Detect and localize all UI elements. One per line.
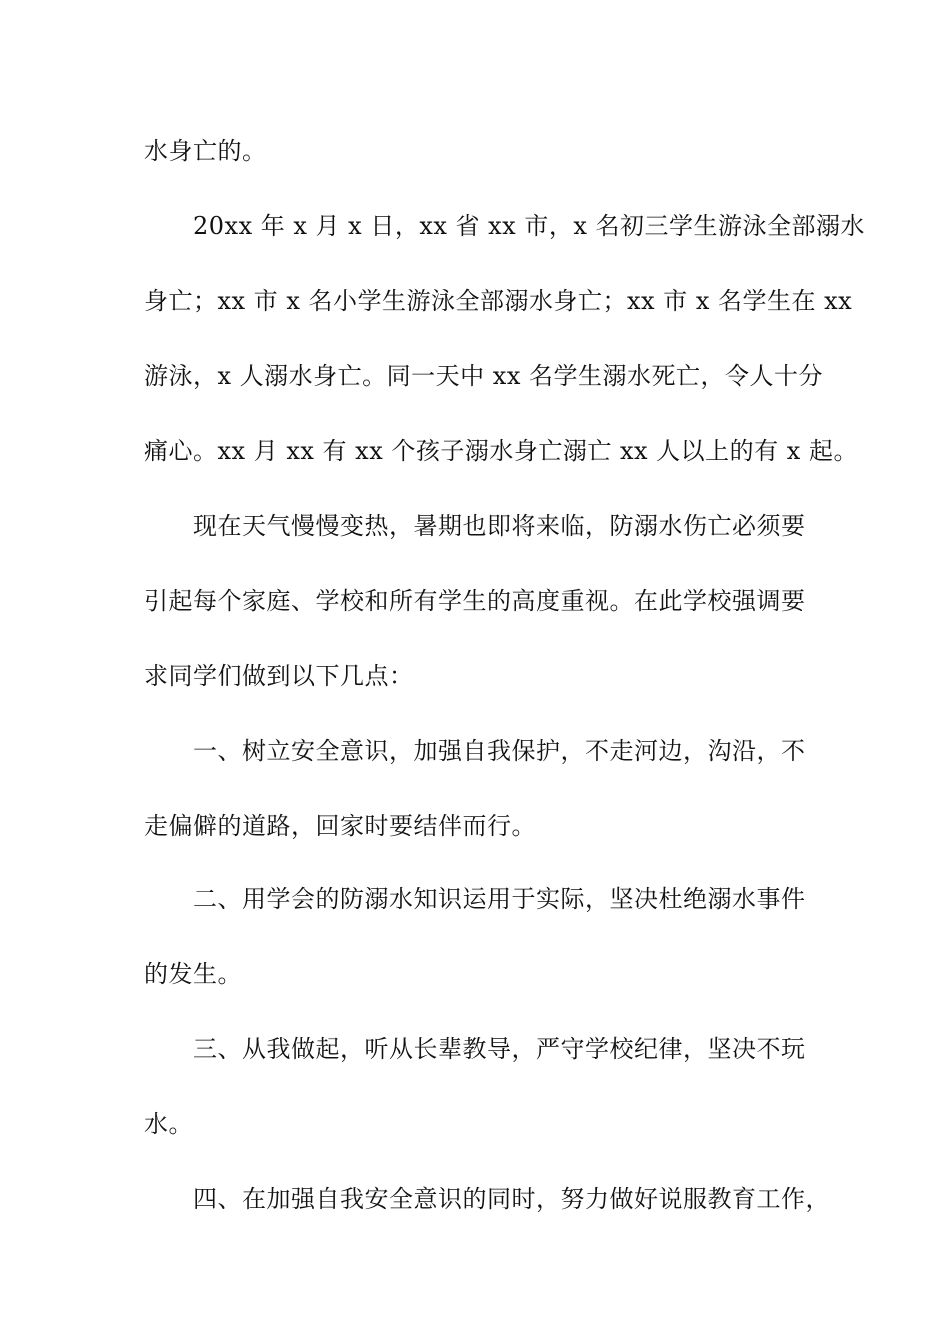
text-line: 游泳，x 人溺水身亡。同一天中 xx 名学生溺水死亡，令人十分 [144, 362, 823, 390]
text-line: 求同学们做到以下几点： [144, 662, 414, 690]
text-line: 三、从我做起，听从长辈教导，严守学校纪律，坚决不玩 [193, 1035, 806, 1063]
text-line: 引起每个家庭、学校和所有学生的高度重视。在此学校强调要 [144, 587, 806, 615]
text-line: 身亡；xx 市 x 名小学生游泳全部溺水身亡；xx 市 x 名学生在 xx [144, 287, 853, 315]
text-line: 一、树立安全意识，加强自我保护，不走河边，沟沿，不 [193, 737, 806, 765]
text-line: 20xx 年 x 月 x 日，xx 省 xx 市，x 名初三学生游泳全部溺水 [193, 212, 866, 240]
text-line: 痛心。xx 月 xx 有 xx 个孩子溺水身亡溺亡 xx 人以上的有 x 起。 [144, 437, 858, 465]
text-line: 走偏僻的道路，回家时要结伴而行。 [144, 812, 536, 840]
text-line: 四、在加强自我安全意识的同时，努力做好说服教育工作， [193, 1185, 830, 1213]
text-line: 水。 [144, 1110, 193, 1138]
text-line: 水身亡的。 [144, 137, 267, 165]
text-line: 现在天气慢慢变热，暑期也即将来临，防溺水伤亡必须要 [193, 512, 806, 540]
text-line: 二、用学会的防溺水知识运用于实际，坚决杜绝溺水事件 [193, 885, 806, 913]
text-line: 的发生。 [144, 960, 242, 988]
